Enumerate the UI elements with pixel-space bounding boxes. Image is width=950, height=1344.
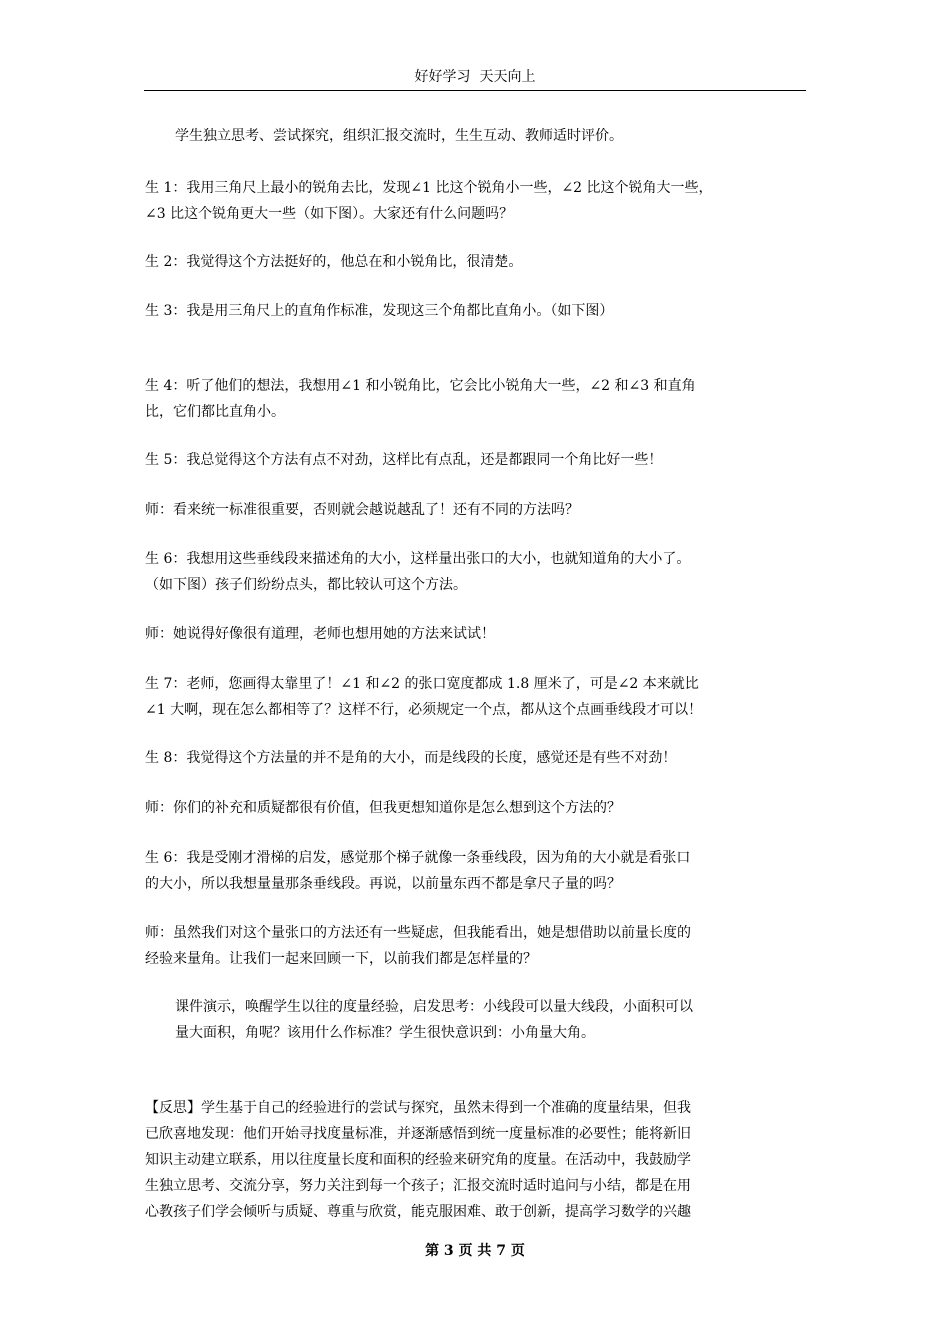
paragraph-student-7 <box>145 671 817 723</box>
text-line: 生 2：我觉得这个方法挺好的，他总在和小锐角比，很清楚。 <box>145 254 523 270</box>
text-line: ∠1 大啊，现在怎么都相等了？这样不行，必须规定一个点，都从这个点画垂线段才可以！ <box>145 702 703 718</box>
text-line: 知识主动建立联系，用以往度量长度和面积的经验来研究角的度量。在活动中，我鼓励学 <box>145 1152 691 1168</box>
text-line: 师：看来统一标准很重要，否则就会越说越乱了！还有不同的方法吗？ <box>145 502 579 518</box>
text-line: 量大面积，角呢？该用什么作标准？学生很快意识到：小角量大角。 <box>175 1025 595 1041</box>
paragraph-student-3 <box>145 298 817 324</box>
paragraph-student-5 <box>145 447 817 473</box>
page-number: 第 3 页 共 7 页 <box>425 1243 525 1259</box>
paragraph-teacher-4 <box>145 920 817 972</box>
text-line: 师：虽然我们对这个量张口的方法还有一些疑虑，但我能看出，她是想借助以前量长度的 <box>145 925 691 941</box>
paragraph-student-6-again <box>145 845 817 897</box>
paragraph-student-8 <box>145 745 817 771</box>
text-line: 课件演示，唤醒学生以往的度量经验，启发思考：小线段可以量大线段，小面积可以 <box>175 999 693 1015</box>
paragraph-intro <box>175 123 817 149</box>
paragraph-student-1 <box>145 175 817 227</box>
paragraph-teacher-2 <box>145 621 817 647</box>
text-line: 生 3：我是用三角尺上的直角作标准，发现这三个角都比直角小。（如下图） <box>145 303 614 319</box>
text-line: 生独立思考、交流分享，努力关注到每一个孩子；汇报交流时适时追问与小结，都是在用 <box>145 1178 691 1194</box>
text-line: 经验来量角。让我们一起来回顾一下，以前我们都是怎样量的？ <box>145 951 537 967</box>
text-line: 比，它们都比直角小。 <box>145 404 285 420</box>
text-line: 生 1：我用三角尺上最小的锐角去比，发现∠1 比这个锐角小一些，∠2 比这个锐角大一些， <box>145 180 713 196</box>
text-line: 心教孩子们学会倾听与质疑、尊重与欣赏，能克服困难、敢于创新，提高学习数学的兴趣 <box>145 1204 691 1220</box>
text-line: 师：你们的补充和质疑都很有价值，但我更想知道你是怎么想到这个方法的？ <box>145 800 621 816</box>
text-line: ∠3 比这个锐角更大一些（如下图）。大家还有什么问题吗？ <box>145 206 514 222</box>
text-line: 生 6：我想用这些垂线段来描述角的大小，这样量出张口的大小，也就知道角的大小了。 <box>145 551 691 567</box>
paragraph-student-4 <box>145 373 817 425</box>
paragraph-student-6 <box>145 546 817 598</box>
paragraph-student-2 <box>145 249 817 275</box>
paragraph-teacher-1 <box>145 497 817 523</box>
text-line: 生 8：我觉得这个方法量的并不是角的大小，而是线段的长度，感觉还是有些不对劲！ <box>145 750 677 766</box>
text-line: 已欣喜地发现：他们开始寻找度量标准，并逐渐感悟到统一度量标准的必要性；能将新旧 <box>145 1126 691 1142</box>
paragraph-teacher-3 <box>145 795 817 821</box>
paragraph-reflection <box>145 1095 817 1225</box>
header-title: 好好学习 天天向上 <box>414 69 536 85</box>
text-line: 生 5：我总觉得这个方法有点不对劲，这样比有点乱，还是都跟同一个角比好一些！ <box>145 452 663 468</box>
text-line: 的大小，所以我想量量那条垂线段。再说，以前量东西不都是拿尺子量的吗？ <box>145 876 621 892</box>
page-footer <box>0 1241 950 1261</box>
text-line: 学生独立思考、尝试探究，组织汇报交流时，生生互动、教师适时评价。 <box>175 128 623 144</box>
text-line: 生 7：老师，您画得太靠里了！∠1 和∠2 的张口宽度都成 1.8 厘米了，可是∠2 本来就比 <box>145 676 699 692</box>
text-line: 生 4：听了他们的想法，我想用∠1 和小锐角比，它会比小锐角大一些，∠2 和∠3 和直角 <box>145 378 696 394</box>
text-line: 【反思】学生基于自己的经验进行的尝试与探究，虽然未得到一个准确的度量结果，但我 <box>145 1100 691 1116</box>
text-line: （如下图）孩子们纷纷点头，都比较认可这个方法。 <box>145 577 467 593</box>
page-header <box>144 62 806 91</box>
paragraph-demo <box>175 994 817 1046</box>
text-line: 师：她说得好像很有道理，老师也想用她的方法来试试！ <box>145 626 495 642</box>
text-line: 生 6：我是受刚才滑梯的启发，感觉那个梯子就像一条垂线段，因为角的大小就是看张口 <box>145 850 691 866</box>
